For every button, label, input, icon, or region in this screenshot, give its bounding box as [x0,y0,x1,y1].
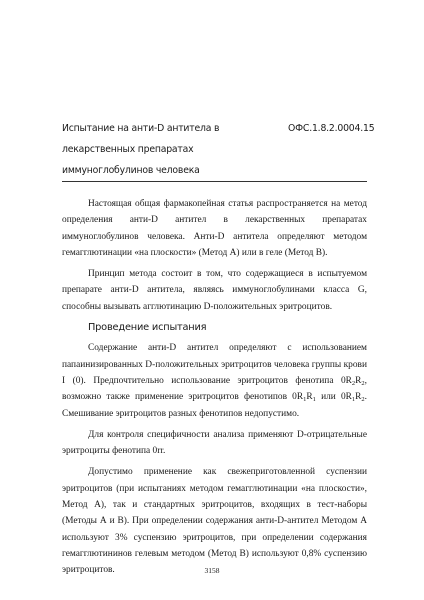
subscript: 2 [361,379,365,387]
article-title-line-1: Испытание на анти-D антитела в [62,123,220,134]
subscript: 1 [312,396,316,404]
subscript: 2 [351,379,356,387]
section-heading: Проведение испытания [88,322,207,334]
text-segment: R [355,375,362,386]
header-divider [62,181,367,182]
text-segment: Содержание анти-D антител определяют с использованием папаинизированных D-положительных эритроцитов человека группы крови I (0). Предпочтительно использование эритроцитов фенотипа 0R [62,343,367,386]
article-code: ОФС.1.8.2.0004.15 [288,123,375,134]
text-segment: R [355,392,362,403]
article-title-line-3: иммуноглобулинов человека [62,165,200,176]
text-segment: R [306,392,313,403]
subscript: 1 [303,396,307,404]
subscript: 1 [351,396,356,404]
paragraph-scope: Настоящая общая фармакопейная статья распространяется на метод определения анти-D антител в лекарственных препаратах иммуноглобулинов человека. Анти-D антитела определяют методом гемагглютинации «на плоскости» (Метод А) или в геле (Метод В). [62,199,367,258]
page-number: 3158 [204,566,220,575]
text-segment: . Смешивание эритроцитов разных фенотипов недопустимо. [62,392,367,419]
paragraph-control: Для контроля специфичности анализа применяют D-отрицательные эритроциты фенотипа 0rr. [62,429,367,457]
paragraph-suspension: Допустимо применение как свежеприготовленной суспензии эритроцитов (при испытаниях методом гемагглютинации «на плоскости», Метод А), так и стандартных эритроцитов, входящих в тест-наборы (Методы А и В). При определении содержания анти-D-антител Методом А используют 3% суспензию эритроцитов, при определении содержания гемагглютининов гелевым методом (Метод В) используют 0,8% суспензию эритроцитов. [62,467,367,576]
paragraph-principle: Принцип метода состоит в том, что содержащиеся в испытуемом препарате анти-D антитела, являясь иммуноглобулинами класса G, способны вызывать агглютинацию D-положительных эритроцитов. [62,269,367,312]
subscript: 2 [361,396,365,404]
text-segment: , возможно также применение эритроцитов фенотипов 0R [62,375,367,403]
article-body [62,196,367,584]
article-title-line-2: лекарственных препаратах [62,144,194,155]
paragraph-erythrocytes [62,340,367,421]
text-segment: или 0R [315,392,352,403]
